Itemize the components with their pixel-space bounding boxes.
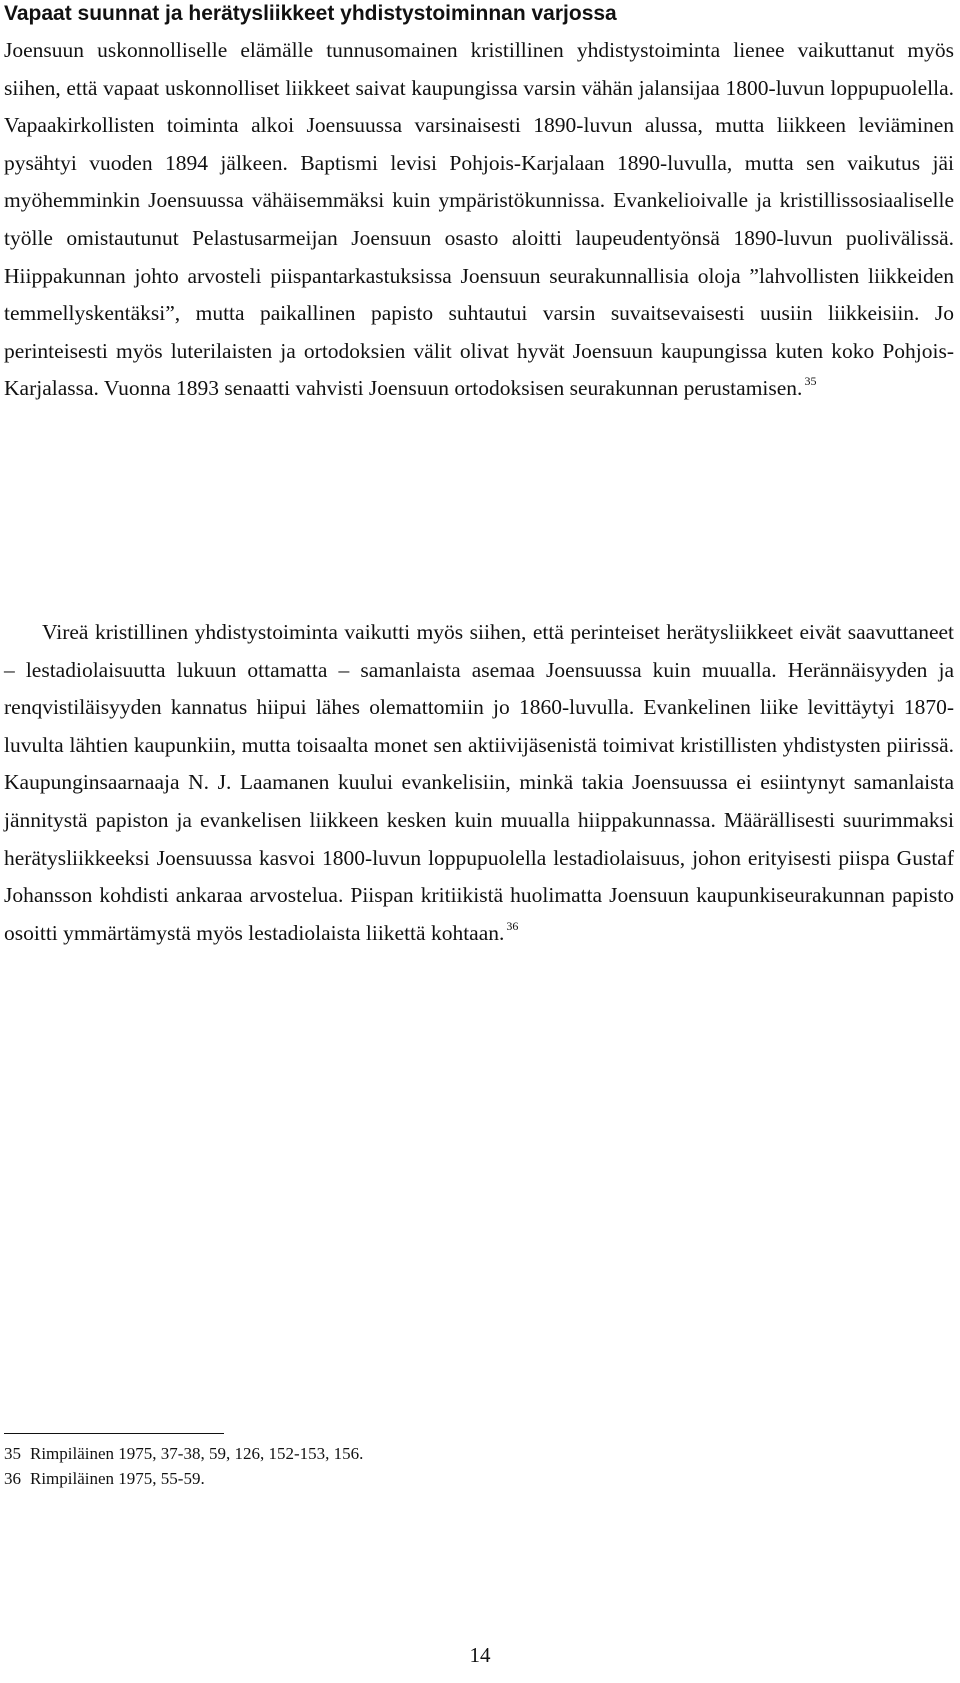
footnotes-list bbox=[4, 1441, 363, 1491]
paragraph-2-text: Vireä kristillinen yhdistystoiminta vaikutti myös siihen, että perinteiset herätysliikkeet eivät saavuttaneet – lestadiolaisuutta lukuun ottamatta – samanlaista asemaa Joensuussa kuin muualla. Herännäisyyden ja renqvistiläisyyden kannatus hiipui lähes olemattomiin jo 1860-luvulla. Evankelinen liike levittäytyi 1870-luvulta lähtien kaupunkiin, mutta toisaalta monet sen aktiivijäsenistä toimivat kristillisten yhdistysten piirissä. Kaupunginsaarnaaja N. J. Laamanen kuului evankelisiin, minkä takia Joensuussa ei esiintynyt samanlaista jännitystä papiston ja evankelisen liikkeen kesken kuin muualla hiippakunnassa. Määrällisesti suurimmaksi herätysliikkeeksi Joensuussa kasvoi 1800-luvun loppupuolella lestadiolaisuus, johon erityisesti piispa Gustaf Johansson kohdisti ankaraa arvostelua. Piispan kritiikistä huolimatta Joensuun kaupunkiseurakunnan papisto osoitti ymmärtämystä myös lestadiolaista liikettä kohtaan. bbox=[4, 620, 954, 945]
section-heading: Vapaat suunnat ja herätysliikkeet yhdistystoiminnan varjossa bbox=[4, 2, 617, 25]
footnote-ref-36[interactable]: 36 bbox=[506, 918, 519, 933]
footnote-36 bbox=[4, 1466, 363, 1491]
footnote-text: Rimpiläinen 1975, 55-59. bbox=[30, 1469, 205, 1488]
footnote-number: 35 bbox=[4, 1444, 21, 1463]
paragraph-1-text: Joensuun uskonnolliselle elämälle tunnusomainen kristillinen yhdistystoiminta lienee vaikuttanut myös siihen, että vapaat uskonnolliset liikkeet saivat kaupungissa varsin vähän jalansijaa 1800-luvun loppupuolella. Vapaakirkollisten toiminta alkoi Joensuussa varsinaisesti 1890-luvun alussa, mutta liikkeen leviäminen pysähtyi vuoden 1894 jälkeen. Baptismi levisi Pohjois-Karjalaan 1890-luvulla, mutta sen vaikutus jäi myöhemminkin Joensuussa vähäisemmäksi kuin ympäristökunnissa. Evankelioivalle ja kristillissosiaaliselle työlle omistautunut Pelastusarmeijan Joensuun osasto aloitti laupeudentyönsä 1890-luvun puolivälissä. Hiippakunnan johto arvosteli piispantarkastuksissa Joensuun seurakunnallisia oloja ”lahvollisten liikkeiden temmellyskentäksi”, mutta paikallinen papisto suhtautui varsin suvaitsevaisesti uusiin liikkeisiin. Jo perinteisesti myös luterilaisten ja ortodoksien välit olivat hyvät Joensuun kaupungissa kuten koko Pohjois-Karjalassa. Vuonna 1893 senaatti vahvisti Joensuun ortodoksisen seurakunnan perustamisen. bbox=[4, 38, 954, 401]
paragraph-1 bbox=[4, 32, 954, 408]
footnote-text: Rimpiläinen 1975, 37-38, 59, 126, 152-153, 156. bbox=[30, 1444, 364, 1463]
paragraph-2 bbox=[4, 614, 954, 952]
footnote-separator bbox=[4, 1433, 224, 1434]
footnote-number: 36 bbox=[4, 1469, 21, 1488]
page-number: 14 bbox=[469, 1643, 491, 1667]
footnote-ref-35[interactable]: 35 bbox=[804, 374, 817, 389]
footnote-35 bbox=[4, 1441, 363, 1466]
